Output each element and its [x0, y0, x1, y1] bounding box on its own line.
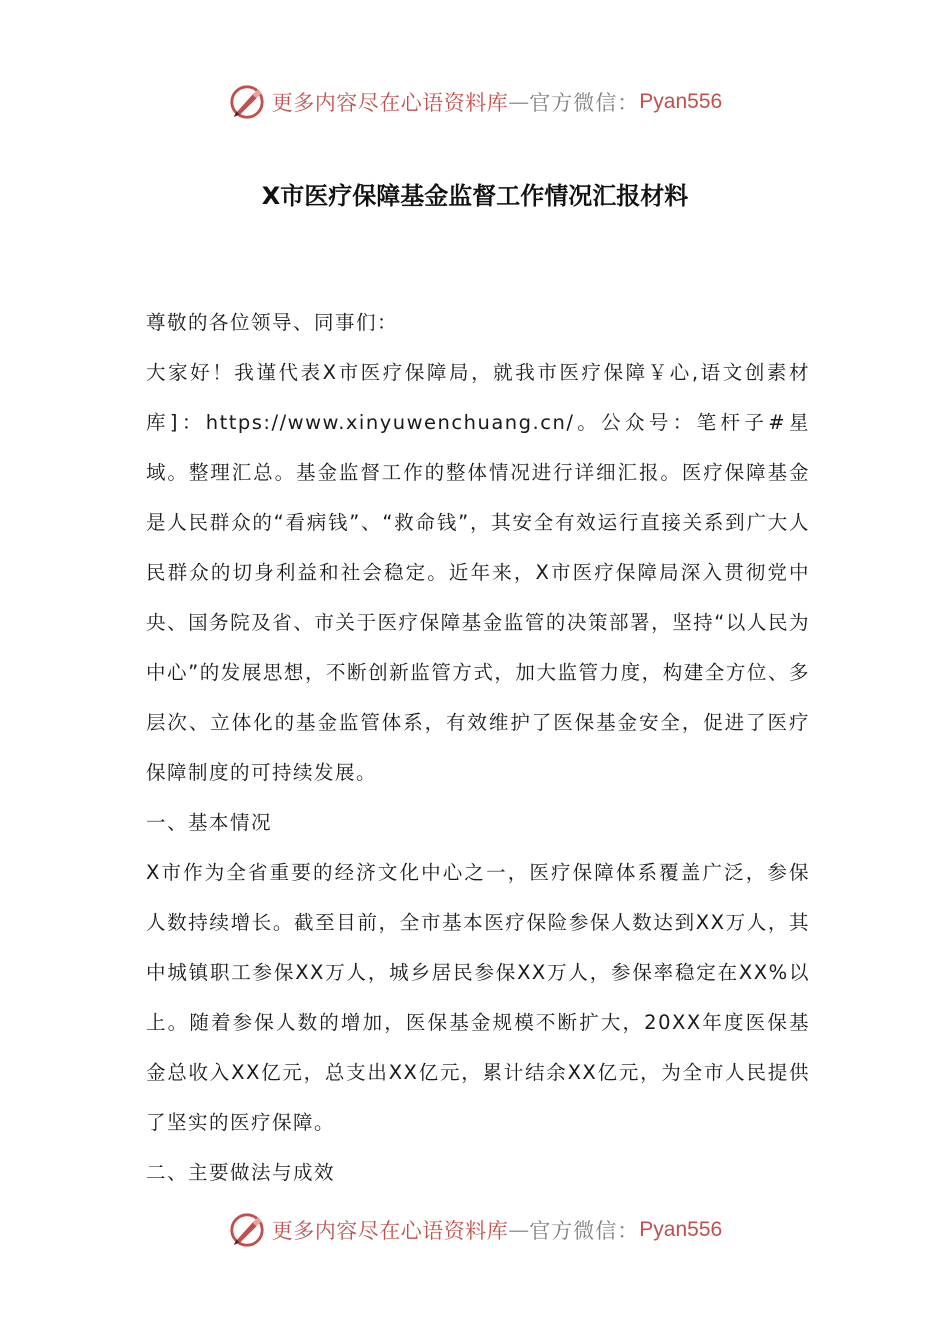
banner-separator: — — [508, 1218, 530, 1242]
wechat-id: Pyan556 — [639, 1218, 723, 1241]
wechat-id: Pyan556 — [639, 90, 723, 113]
document-body — [146, 298, 810, 1198]
section-heading-basic-situation: 一、基本情况 — [146, 811, 273, 834]
brand-text: 更多内容尽在心语资料库 — [271, 91, 509, 115]
pen-nib-logo-icon — [228, 1211, 266, 1249]
pen-nib-logo-icon — [228, 83, 266, 121]
intro-paragraph: 大家好！我谨代表X市医疗保障局，就我市医疗保障￥心,语文创素材库]：https://www.xinyuwenchuang.cn/。公众号：笔杆子#星域。整理汇总。基金监督工作的整体情况进行详细汇报。医疗保障基金是人民群众的“看病钱”、“救命钱”，其安全有效运行直接关系到广大人民群众的切身利益和社会稳定。近年来，X市医疗保障局深入贯彻党中央、国务院及省、市关于医疗保障基金监管的决策部署，坚持“以人民为中心”的发展思想，不断创新监管方式，加大监管力度，构建全方位、多层次、立体化的基金监管体系，有效维护了医保基金安全，促进了医疗保障制度的可持续发展。 — [146, 361, 810, 784]
header-watermark-banner — [0, 80, 950, 124]
banner-separator: — — [508, 90, 530, 114]
salutation: 尊敬的各位领导、同事们： — [146, 311, 399, 334]
footer-watermark-banner — [0, 1208, 950, 1252]
wechat-label: 官方微信： — [529, 1219, 640, 1243]
brand-text: 更多内容尽在心语资料库 — [271, 1219, 509, 1243]
section-heading-main-measures: 二、主要做法与成效 — [146, 1161, 336, 1184]
basic-situation-paragraph: X市作为全省重要的经济文化中心之一，医疗保障体系覆盖广泛，参保人数持续增长。截至目前，全市基本医疗保险参保人数达到XX万人，其中城镇职工参保XX万人，城乡居民参保XX万人，参保率稳定在XX%以上。随着参保人数的增加，医保基金规模不断扩大，20XX年度医保基金总收入XX亿元，总支出XX亿元，累计结余XX亿元，为全市人民提供了坚实的医疗保障。 — [146, 861, 810, 1134]
wechat-label: 官方微信： — [529, 91, 640, 115]
document-title: X市医疗保障基金监督工作情况汇报材料 — [261, 182, 689, 210]
